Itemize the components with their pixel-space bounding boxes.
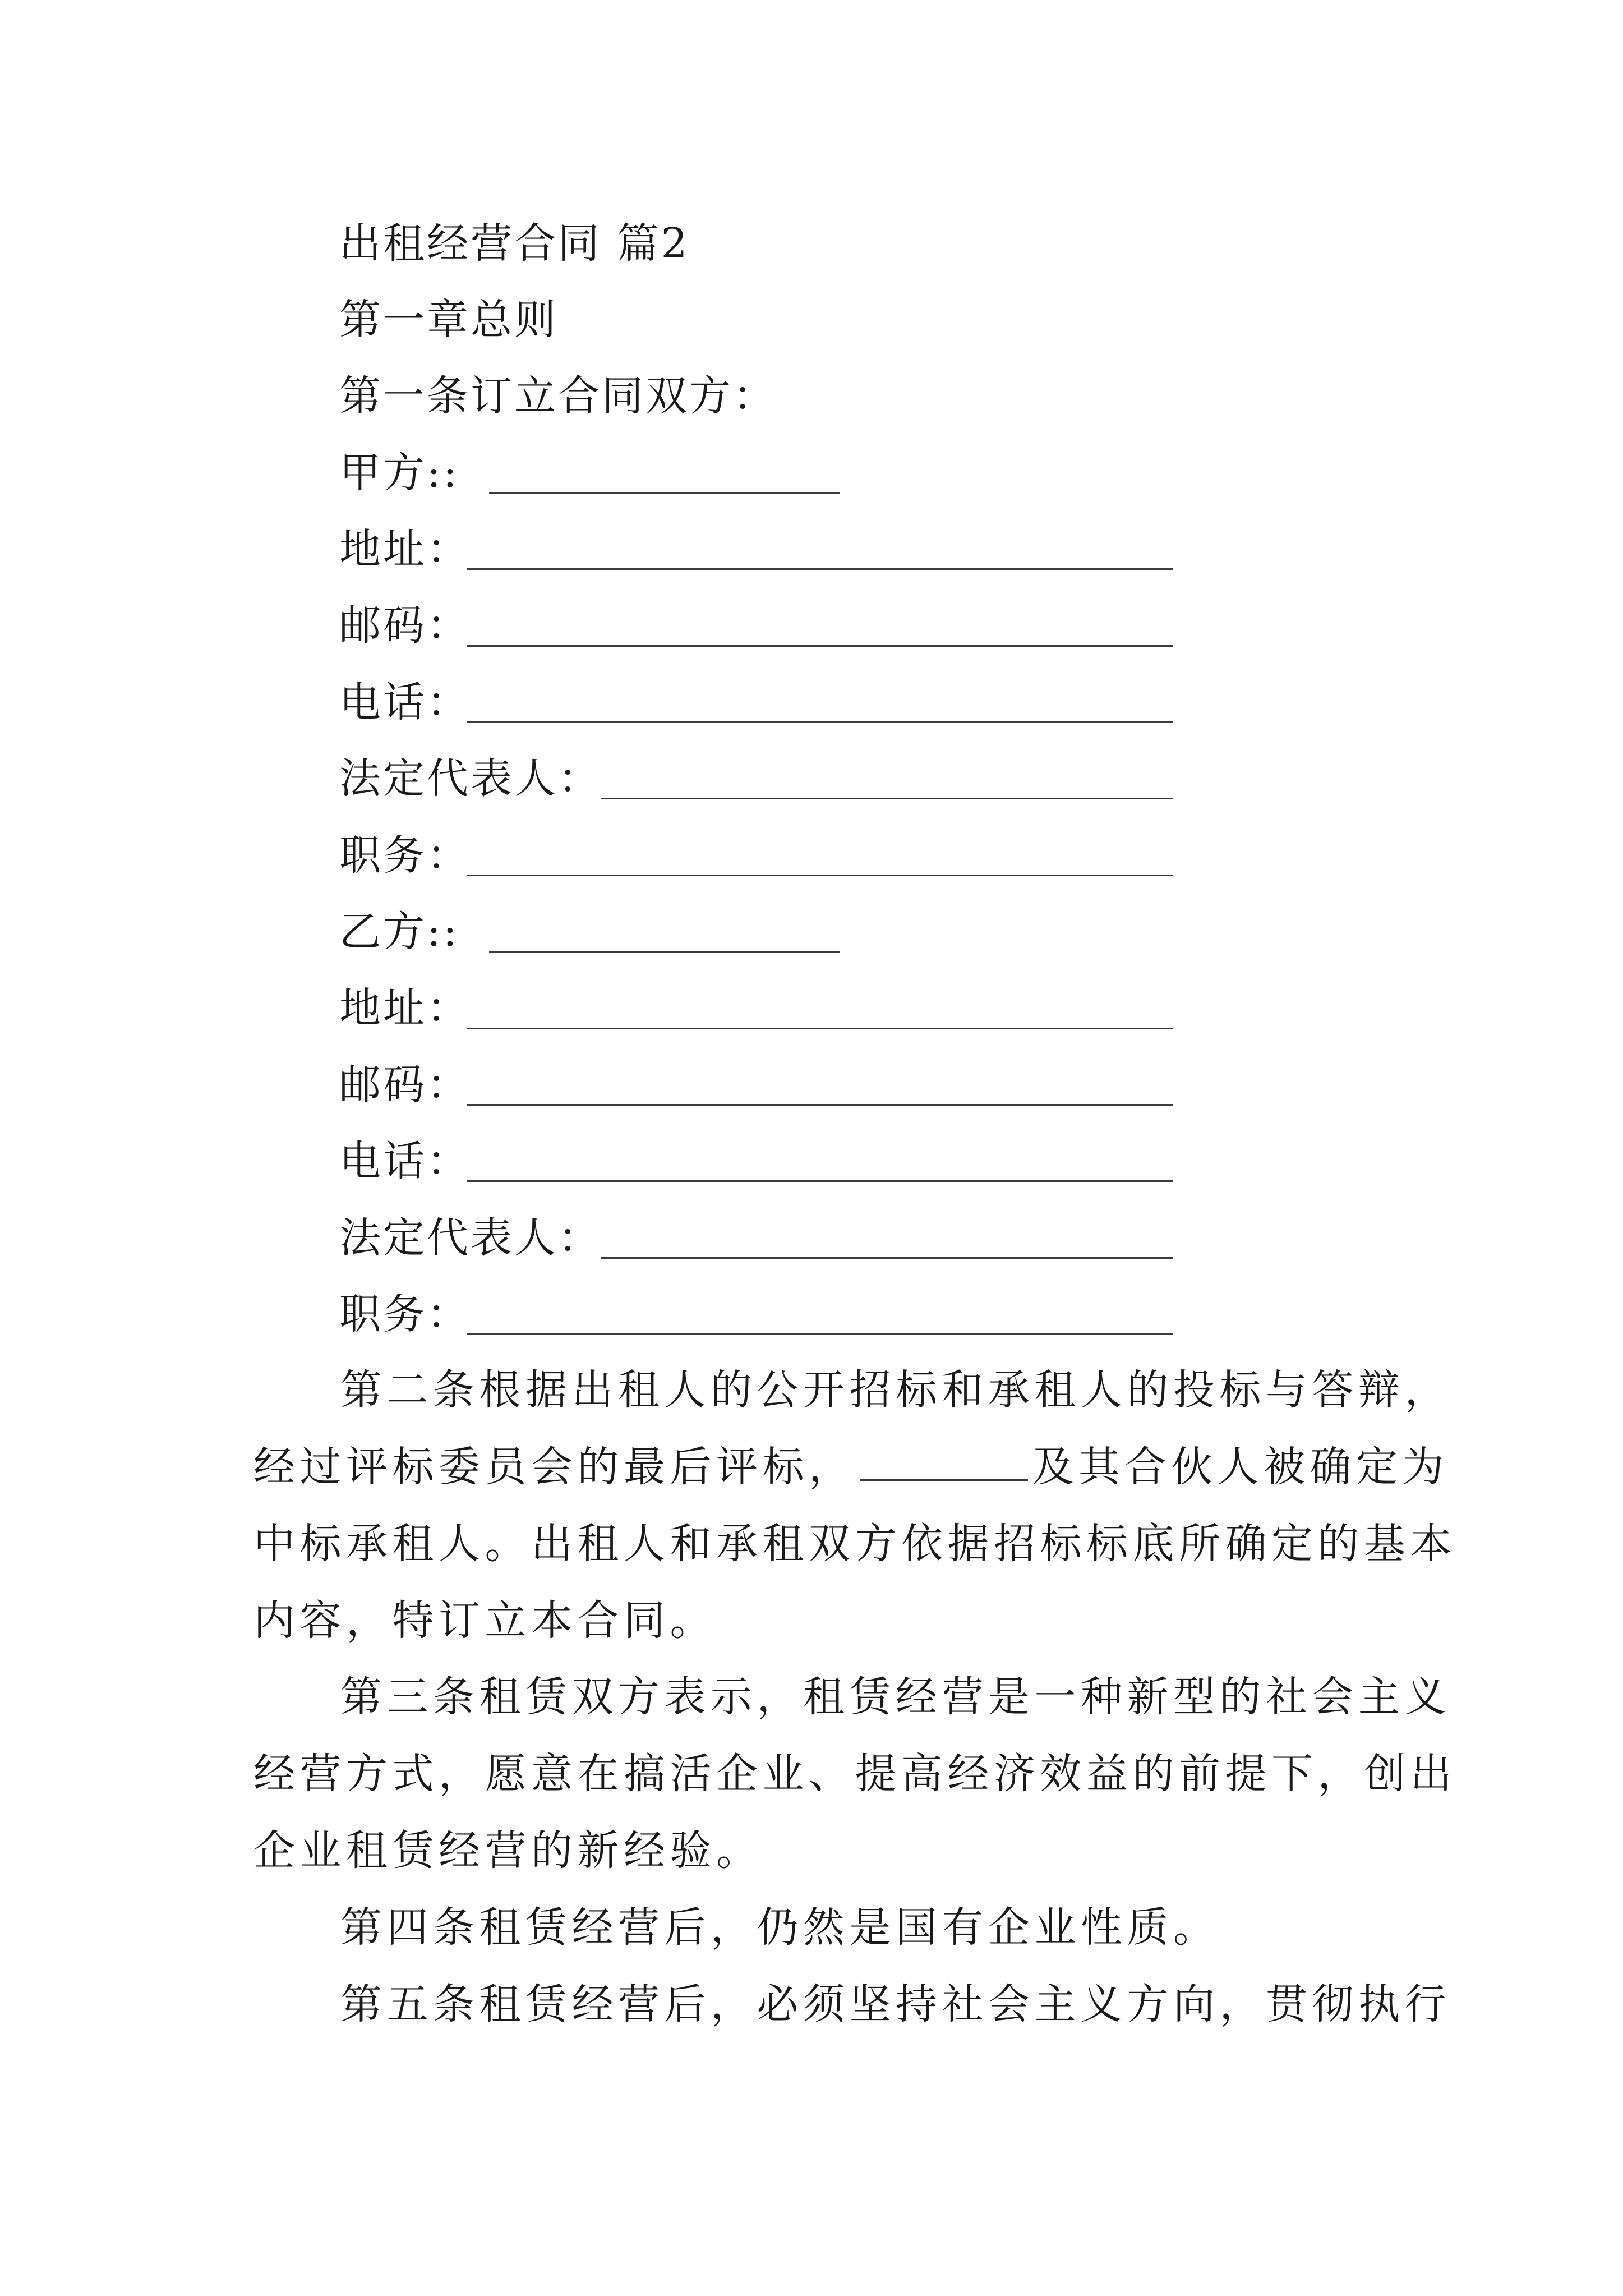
party-a-address-blank[interactable]: [467, 568, 1173, 570]
party-a-address-label: 地址：: [339, 525, 471, 573]
article-4-line-1: 第四条租赁经营后，仍然是国有企业性质。: [340, 1903, 1220, 1952]
party-a-phone-label: 电话：: [339, 678, 471, 726]
article-3-line-1: 第三条租赁双方表示，租赁经营是一种新型的社会主义: [340, 1673, 1451, 1721]
article-1-heading: 第一条订立合同双方：: [339, 372, 777, 420]
article-2-line-3: 中标承租人。出租人和承租双方依据招标标底所确定的基本: [253, 1520, 1456, 1568]
party-a-name-blank[interactable]: [489, 492, 840, 494]
party-b-position-label: 职务：: [339, 1290, 471, 1338]
party-a-name-label: 甲方::: [339, 449, 459, 497]
party-b-postcode-label: 邮码：: [339, 1061, 471, 1109]
party-a-legal-rep-blank[interactable]: [601, 798, 1173, 799]
party-b-address-blank[interactable]: [467, 1028, 1173, 1029]
article-5-paragraph: [253, 1966, 1451, 2043]
winning-bidder-blank[interactable]: [860, 1446, 1028, 1481]
party-a-position-label: 职务：: [339, 831, 471, 880]
party-b-legal-rep-label: 法定代表人：: [339, 1214, 602, 1262]
chapter-heading: 第一章总则: [339, 296, 558, 344]
party-b-phone-blank[interactable]: [467, 1180, 1173, 1182]
party-b-phone-label: 电话：: [339, 1137, 471, 1185]
party-b-legal-rep-blank[interactable]: [601, 1257, 1173, 1259]
article-4-paragraph: [253, 1889, 1403, 1966]
article-2-line-2-before: 经过评标委员会的最后评标，: [253, 1443, 855, 1491]
party-a-legal-rep-label: 法定代表人：: [339, 754, 602, 803]
party-a-postcode-blank[interactable]: [467, 645, 1173, 647]
article-3-line-2: 经营方式，愿意在搞活企业、提高经济效益的前提下，创出: [253, 1750, 1456, 1798]
article-2-paragraph: [253, 1352, 1456, 1659]
party-a-phone-blank[interactable]: [467, 721, 1173, 723]
party-b-address-label: 地址：: [339, 984, 471, 1032]
article-3-line-3: 企业租赁经营的新经验。: [253, 1826, 763, 1875]
article-2-line-4: 内容，特订立本合同。: [253, 1596, 716, 1645]
article-3-paragraph: [253, 1659, 1456, 1889]
party-a-postcode-label: 邮码：: [339, 601, 471, 650]
party-a-position-blank[interactable]: [467, 875, 1173, 876]
party-b-name-blank[interactable]: [489, 951, 840, 953]
party-b-position-blank[interactable]: [467, 1333, 1173, 1335]
article-2-line-2: [253, 1429, 1449, 1506]
party-b-postcode-blank[interactable]: [467, 1104, 1173, 1106]
article-2-line-1: 第二条根据出租人的公开招标和承租人的投标与答辩，: [340, 1366, 1451, 1414]
article-5-line-1: 第五条租赁经营后，必须坚持社会主义方向，贯彻执行: [340, 1980, 1451, 2028]
doc-title: 出租经营合同 篇2: [339, 219, 690, 268]
party-b-name-label: 乙方::: [339, 908, 459, 956]
article-2-line-2-after: 及其合伙人被确定为: [1032, 1443, 1449, 1491]
